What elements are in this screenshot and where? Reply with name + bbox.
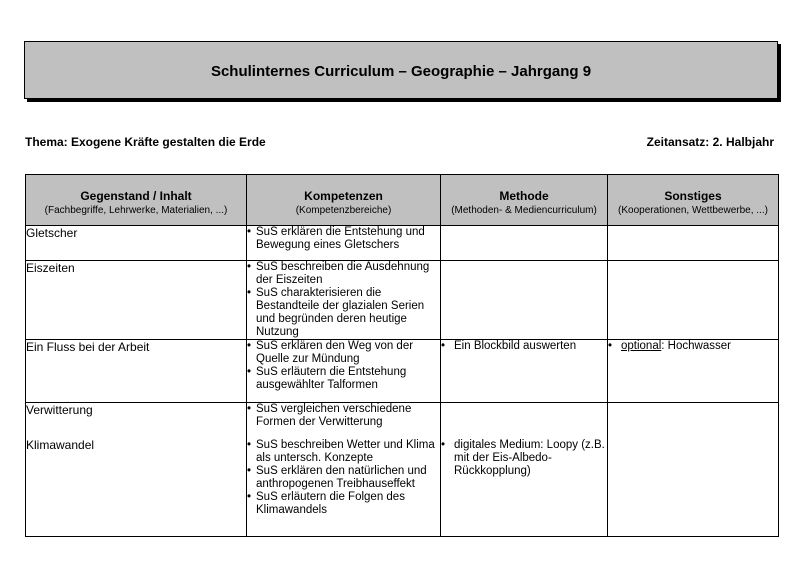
table-row — [26, 403, 779, 537]
column-title: Sonstiges — [664, 189, 722, 203]
table-row — [26, 261, 779, 340]
other-cell — [608, 340, 779, 403]
competence-item: • SuS charakterisieren die Bestandteile der glazialen Serien und begründen deren heutige Nutzung — [247, 287, 440, 339]
topic-verwitterung: Verwitterung — [26, 403, 93, 417]
table-row — [26, 226, 779, 261]
other-item — [608, 340, 778, 353]
competence-item: • SuS erklären den natürlichen und anthropogenen Treibhauseffekt — [247, 465, 440, 491]
column-title: Kompetenzen — [304, 189, 383, 203]
competence-item: • SuS erläutern die Folgen des Klimawandels — [247, 491, 440, 517]
other-cell — [608, 403, 779, 537]
table-row — [26, 340, 779, 403]
competence-item: • SuS beschreiben die Ausdehnung der Eiszeiten — [247, 261, 440, 287]
column-subtitle: (Fachbegriffe, Lehrwerke, Materialien, ...) — [44, 205, 228, 216]
method-cell — [441, 403, 608, 537]
column-subtitle: (Kompetenzbereiche) — [295, 205, 392, 216]
column-header-content — [26, 175, 247, 226]
method-item: • Ein Blockbild auswerten — [441, 340, 607, 353]
competence-item: • SuS erklären die Entstehung und Bewegung eines Gletschers — [247, 226, 440, 252]
competence-item: • SuS beschreiben Wetter und Klima als untersch. Konzepte — [247, 439, 440, 465]
column-header-competences — [247, 175, 441, 226]
competence-item: • SuS erklären den Weg von der Quelle zur Mündung — [247, 340, 440, 366]
other-cell — [608, 226, 779, 261]
topic-klimawandel: Klimawandel — [26, 438, 95, 452]
column-subtitle: (Methoden- & Mediencurriculum) — [451, 205, 597, 216]
column-title: Methode — [499, 189, 549, 203]
competences-cell — [247, 340, 441, 403]
column-header-other — [608, 175, 779, 226]
column-title: Gegenstand / Inhalt — [80, 189, 192, 203]
other-cell — [608, 261, 779, 340]
method-cell — [441, 261, 608, 340]
method-cell — [441, 226, 608, 261]
method-cell — [441, 340, 608, 403]
method-item: • digitales Medium: Loopy (z.B. mit der Eis-Albedo-Rückkopplung) — [441, 439, 607, 478]
competences-cell — [247, 261, 441, 340]
column-header-method — [441, 175, 608, 226]
time-label: Zeitansatz: 2. Halbjahr — [646, 135, 774, 149]
theme-label: Thema: Exogene Kräfte gestalten die Erde — [25, 135, 266, 149]
topic-cell: Ein Fluss bei der Arbeit — [26, 340, 247, 403]
page-title: Schulinternes Curriculum – Geographie – Jahrgang 9 — [210, 63, 592, 80]
competence-item: • SuS erläutern die Entstehung ausgewählter Talformen — [247, 366, 440, 392]
competence-item: • SuS vergleichen verschiedene Formen der Verwitterung — [247, 403, 440, 429]
competences-cell — [247, 226, 441, 261]
topic-cell: Eiszeiten — [26, 261, 247, 340]
table-header-row — [26, 175, 779, 226]
curriculum-table — [25, 174, 779, 537]
column-subtitle: (Kooperationen, Wettbewerbe, ...) — [618, 205, 768, 216]
competences-cell — [247, 403, 441, 537]
other-text: : Hochwasser — [661, 340, 731, 352]
topic-cell — [26, 403, 247, 537]
optional-label: optional — [621, 340, 662, 352]
topic-cell: Gletscher — [26, 226, 247, 261]
header-box — [24, 41, 778, 99]
